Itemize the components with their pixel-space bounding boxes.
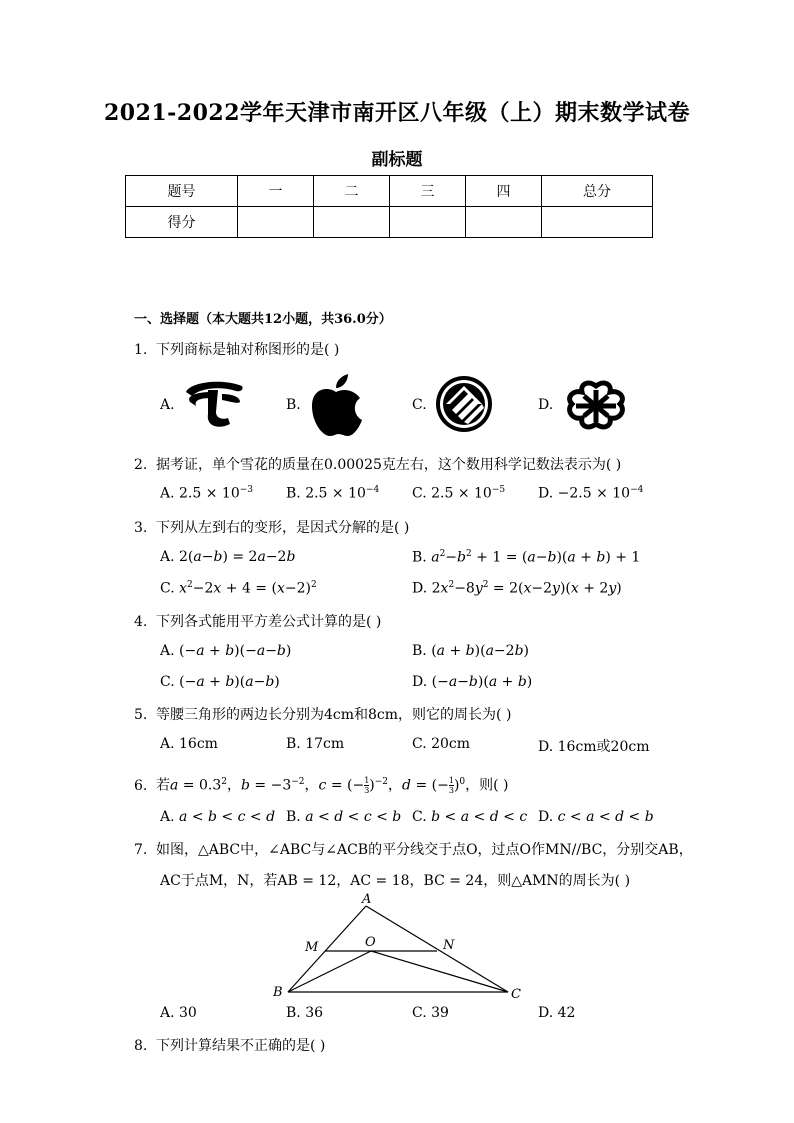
- question-number: 6.: [134, 777, 148, 794]
- bisector-co: [371, 951, 508, 992]
- question-number: 4.: [134, 614, 148, 630]
- score-cell[interactable]: [466, 207, 542, 238]
- question-number: 3.: [134, 520, 148, 536]
- option-a: A. (−a + b)(−a−b): [160, 643, 292, 659]
- option-a: A. 16cm: [160, 736, 218, 752]
- option-c: C. $2.5 \times 10^{-5}$: [412, 485, 506, 502]
- score-header-cell: 总分: [542, 176, 653, 207]
- side-ab: [288, 906, 366, 992]
- score-header-cell: 二: [314, 176, 390, 207]
- score-row-label: 得分: [126, 207, 238, 238]
- option-a: A. $2.5 \times 10^{-3}$: [160, 485, 254, 502]
- question-number: 7.: [134, 842, 148, 858]
- question-text: 下列各式能用平方差公式计算的是( ): [156, 614, 382, 630]
- score-header-cell: 题号: [126, 176, 238, 207]
- score-cell[interactable]: [314, 207, 390, 238]
- option-b: B. a < d < c < b: [286, 809, 402, 825]
- question-2: [134, 455, 621, 475]
- option-a-label: A.: [160, 397, 175, 413]
- apple-logo-icon: [308, 374, 364, 438]
- score-table-header-row: [126, 176, 653, 207]
- question-7-line2: AC于点M，N，若AB = 12，AC = 18，BC = 24，则△AMN的周长为( ): [160, 873, 631, 889]
- option-b: B. (a + b)(a−2b): [412, 643, 529, 659]
- option-b: B. 17cm: [286, 736, 345, 752]
- option-label: D.: [538, 485, 554, 502]
- question-3: [134, 518, 409, 538]
- question-text: 据考证，单个雪花的质量在0.00025克左右，这个数用科学记数法表示为( ): [156, 457, 622, 473]
- option-a: A. a < b < c < d: [160, 809, 276, 825]
- point-label-o: O: [365, 935, 376, 950]
- option-label: A.: [160, 485, 175, 502]
- score-table-score-row: [126, 207, 653, 238]
- question-1: [134, 340, 339, 360]
- option-d: D. c < a < d < b: [538, 809, 654, 825]
- question-number: 1.: [134, 342, 148, 358]
- side-ac: [366, 906, 508, 992]
- score-header-cell: 一: [238, 176, 314, 207]
- option-b: B. 36: [286, 1005, 324, 1021]
- option-c: C. $x^2-2x + 4 = (x-2)^2$: [160, 580, 317, 597]
- question-8: [134, 1036, 325, 1056]
- option-label: C.: [412, 485, 427, 502]
- question-number: 2.: [134, 457, 148, 473]
- question-text: 下列计算结果不正确的是( ): [156, 1038, 326, 1054]
- vertex-label-b: B: [273, 985, 283, 1000]
- bisector-bo: [288, 951, 371, 992]
- option-a: A. 2(a−b) = 2a−2b: [160, 549, 296, 565]
- question-text: 下列商标是轴对称图形的是( ): [156, 342, 340, 358]
- option-label: B.: [286, 485, 301, 502]
- triangle-figure: [265, 892, 530, 1002]
- option-c: C. b < a < d < c: [412, 809, 528, 825]
- score-table: [125, 175, 653, 238]
- option-d: D. $-2.5 \times 10^{-4}$: [538, 485, 644, 502]
- china-unicom-logo-icon: [562, 380, 630, 432]
- question-text: 等腰三角形的两边长分别为4cm和8cm，则它的周长为( ): [156, 707, 512, 723]
- option-c: C. (−a + b)(a−b): [160, 674, 280, 690]
- score-header-cell: 四: [466, 176, 542, 207]
- question-text: 下列从左到右的变形，是因式分解的是( ): [156, 520, 410, 536]
- vertex-label-c: C: [511, 987, 521, 1002]
- score-cell[interactable]: [542, 207, 653, 238]
- question-7: [134, 840, 693, 860]
- question-number: 8.: [134, 1038, 148, 1054]
- score-cell[interactable]: [238, 207, 314, 238]
- exam-subtitle: 副标题: [371, 150, 423, 170]
- question-number: 5.: [134, 707, 148, 723]
- option-b-label: B.: [286, 397, 301, 413]
- option-a: A. 30: [160, 1005, 197, 1021]
- score-header-cell: 三: [390, 176, 466, 207]
- option-c: C. 20cm: [412, 736, 471, 752]
- vertex-label-a: A: [362, 892, 372, 907]
- question-tail: ，则( ): [465, 777, 509, 794]
- option-b: B. $2.5 \times 10^{-4}$: [286, 485, 380, 502]
- telecom-logo-icon: [182, 378, 248, 430]
- question-4: [134, 612, 381, 632]
- option-d: D. $2x^2-8y^2 = 2(x-2y)(x + 2y)$: [412, 580, 622, 597]
- section-heading: 一、选择题（本大题共12小题，共36.0分）: [134, 312, 392, 327]
- china-mobile-logo-icon: [434, 374, 494, 434]
- option-b: B. $a^2-b^2 + 1 = (a-b)(a + b) + 1$: [412, 549, 641, 566]
- point-label-n: N: [443, 938, 455, 953]
- question-5: [134, 705, 511, 725]
- option-d: D. 42: [538, 1005, 576, 1021]
- option-d: D. 16cm或20cm: [538, 739, 650, 755]
- option-d-label: D.: [538, 397, 554, 413]
- score-cell[interactable]: [390, 207, 466, 238]
- question-text-line1: 如图，△ABC中，∠ABC与∠ACB的平分线交于点O，过点O作MN//BC，分别交AB，: [156, 842, 693, 858]
- exam-title: 2021-2022学年天津市南开区八年级（上）期末数学试卷: [103, 100, 691, 126]
- question-6: 6. 若$a = 0.3^2$，$b = -3^{-2}$，c = (− $\frac{1}{3}$ )$^{-2}$，d = (− $\frac{1}{3}$ )$^0$，则( ): [134, 776, 509, 796]
- point-label-m: M: [305, 940, 319, 955]
- option-d: D. (−a−b)(a + b): [412, 674, 533, 690]
- option-c-label: C.: [412, 397, 427, 413]
- option-c: C. 39: [412, 1005, 449, 1021]
